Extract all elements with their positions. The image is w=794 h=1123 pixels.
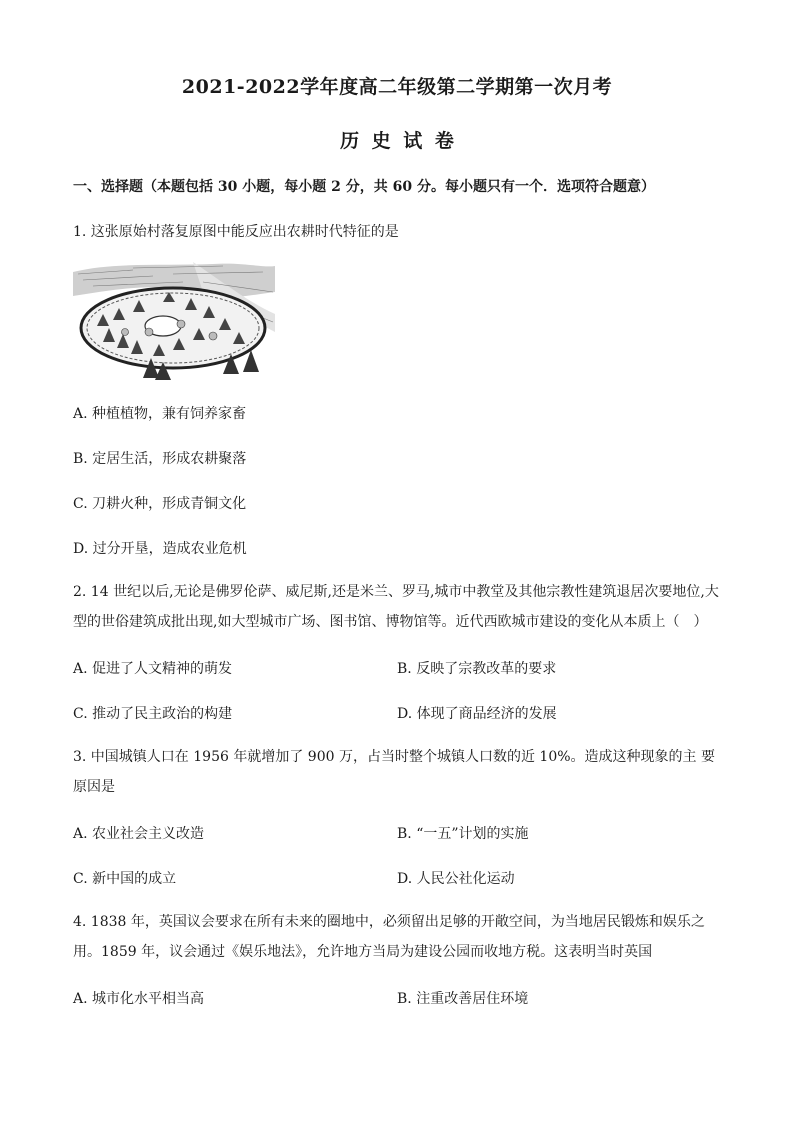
question-4-stem: 4. 1838 年，英国议会要求在所有未来的圈地中，必须留出足够的开敞空间，为当地居民锻炼和娱乐之用。1859 年，议会通过《娱乐地法》，允许地方当局为建设公园而收地方税。这表明当时英国 bbox=[73, 914, 705, 960]
section-heading: 一、选择题（本题包括 30 小题，每小题 2 分，共 60 分。每小题只有一个．选项符合题意） bbox=[73, 179, 655, 195]
question-4-option-a: A. 城市化水平相当高 bbox=[73, 991, 205, 1007]
question-3-option-d: D. 人民公社化运动 bbox=[397, 871, 515, 887]
page-title: 2021-2022学年度高二年级第二学期第一次月考 bbox=[181, 76, 613, 98]
question-3-option-b: B. “一五”计划的实施 bbox=[397, 826, 529, 842]
question-2-option-d: D. 体现了商品经济的发展 bbox=[397, 706, 557, 722]
question-3-stem: 3. 中国城镇人口在 1956 年就增加了 900 万，占当时整个城镇人口数的近 10%。造成这种现象的主 要原因是 bbox=[73, 749, 715, 795]
question-1-option-b: B. 定居生活，形成农耕聚落 bbox=[73, 451, 247, 467]
question-1-option-c: C. 刀耕火种，形成青铜文化 bbox=[73, 496, 247, 512]
question-2-option-b: B. 反映了宗教改革的要求 bbox=[397, 661, 557, 677]
page-subtitle: 历 史 试 卷 bbox=[340, 130, 454, 152]
question-2-stem: 2. 14 世纪以后,无论是佛罗伦萨、威尼斯,还是米兰、罗马,城市中教堂及其他宗教性建筑退居次要地位,大型的世俗建筑成批出现,如大型城市广场、图书馆、博物馆等。近代西欧城市建设的变化从本质上（ ） bbox=[73, 584, 719, 630]
question-1-stem: 1. 这张原始村落复原图中能反应出农耕时代特征的是 bbox=[73, 224, 399, 240]
question-2-option-c: C. 推动了民主政治的构建 bbox=[73, 706, 233, 722]
question-3-option-a: A. 农业社会主义改造 bbox=[73, 826, 205, 842]
question-4-option-b: B. 注重改善居住环境 bbox=[397, 991, 529, 1007]
question-1-option-d: D. 过分开垦，造成农业危机 bbox=[73, 541, 247, 557]
question-2-option-a: A. 促进了人文精神的萌发 bbox=[73, 661, 233, 677]
question-3-option-c: C. 新中国的成立 bbox=[73, 871, 177, 887]
question-1-option-a: A. 种植植物，兼有饲养家畜 bbox=[73, 406, 247, 422]
village-reconstruction-figure bbox=[73, 262, 275, 380]
